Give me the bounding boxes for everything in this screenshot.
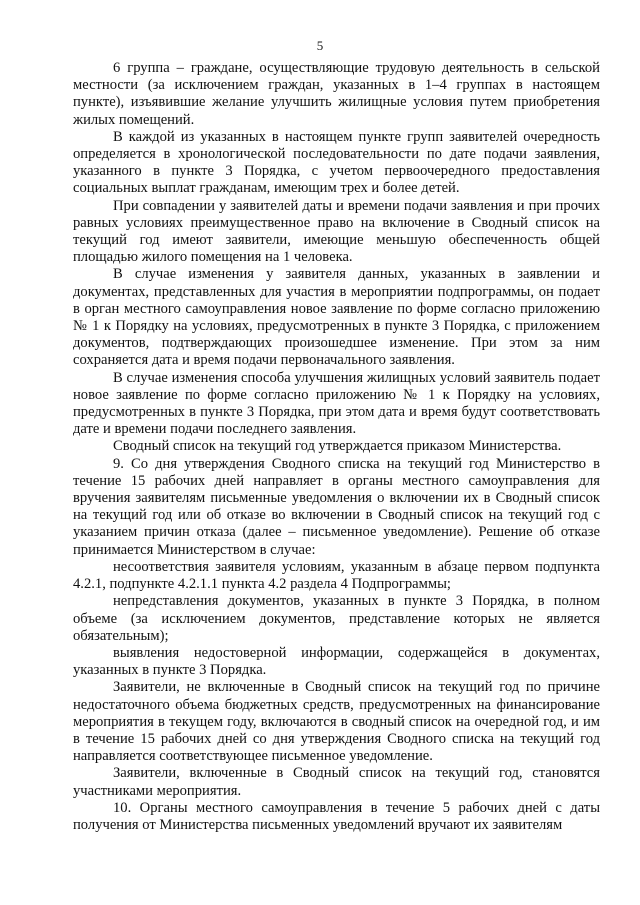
paragraph-method-change: В случае изменения способа улучшения жилищных условий заявитель подает новое заявление по форме согласно приложению № 1 к Порядку на условиях, предусмотренных в пункте 3 Порядка, при этом дата и время будут соответствовать дате и времени подачи последнего заявления. (73, 369, 600, 438)
paragraph-included: Заявители, включенные в Сводный список на текущий год, становятся участниками мероприятия. (73, 765, 600, 799)
paragraph-list-approval: Сводный список на текущий год утверждается приказом Министерства. (113, 438, 562, 455)
paragraph-refusal-reason-3: выявления недостоверной информации, содержащейся в документах, указанных в пункте 3 Порядка. (73, 644, 600, 679)
paragraph-item-10: 10. Органы местного самоуправления в течение 5 рабочих дней с даты получения от Министерства письменных уведомлений вручают их заявителям (73, 799, 600, 833)
paragraph-priority-right: При совпадении у заявителей даты и времени подачи заявления и при прочих равных условиях преимущественное право на включение в Сводный список на текущий год имеют заявители, имеющие меньшую обеспеченность общей площадью жилого помещения на 1 человека. (73, 197, 600, 266)
paragraph-queue-order: В каждой из указанных в настоящем пункте групп заявителей очередность определяется в хронологической последовательности по дате подачи заявления, указанного в пункте 3 Порядка, с учетом первоочередного предоставления социальных выплат гражданам, имеющим трех и более детей. (73, 128, 600, 197)
paragraph-item-9: 9. Со дня утверждения Сводного списка на текущий год Министерство в течение 15 рабочих дней направляет в органы местного самоуправления для вручения заявителям письменные уведомления о включении их в Сводный список на текущий год или об отказе во включении в Сводный список на текущий год с указанием причин отказа (далее – письменное уведомление). Решение об отказе принимается Министерством в случае: (73, 455, 600, 558)
paragraph-group-6: 6 группа – граждане, осуществляющие трудовую деятельность в сельской местности (за исключением граждан, указанных в 1–4 группах в настоящем пункте), изъявившие желание улучшить жилищные условия путем приобретения жилых помещений. (73, 60, 600, 128)
paragraph-refusal-reason-2: непредставления документов, указанных в пункте 3 Порядка, в полном объеме (за исключением документов, представление которых не является обязательным); (73, 593, 600, 644)
document-body (73, 60, 600, 834)
paragraph-data-change: В случае изменения у заявителя данных, указанных в заявлении и документах, представленных для участия в мероприятии подпрограммы, он подает в орган местного самоуправления новое заявление по форме согласно приложению № 1 к Порядку на условиях, предусмотренных в пункте 3 Порядка, с приложением документов, подтверждающих произошедшее изменение. При этом за ним сохраняется дата и время подачи первоначального заявления. (73, 266, 600, 369)
paragraph-not-included: Заявители, не включенные в Сводный список на текущий год по причине недостаточного объема бюджетных средств, предусмотренных на финансирование мероприятия в текущем году, включаются в сводный список на очередной год, и им в течение 15 рабочих дней со дня утверждения Сводного списка на текущий год направляется соответствующее письменное уведомление. (73, 679, 600, 765)
paragraph-refusal-reason-1: несоответствия заявителя условиям, указанным в абзаце первом подпункта 4.2.1, подпункте 4.2.1.1 пункта 4.2 раздела 4 Подпрограммы; (73, 558, 600, 593)
page-number: 5 (316, 38, 324, 53)
